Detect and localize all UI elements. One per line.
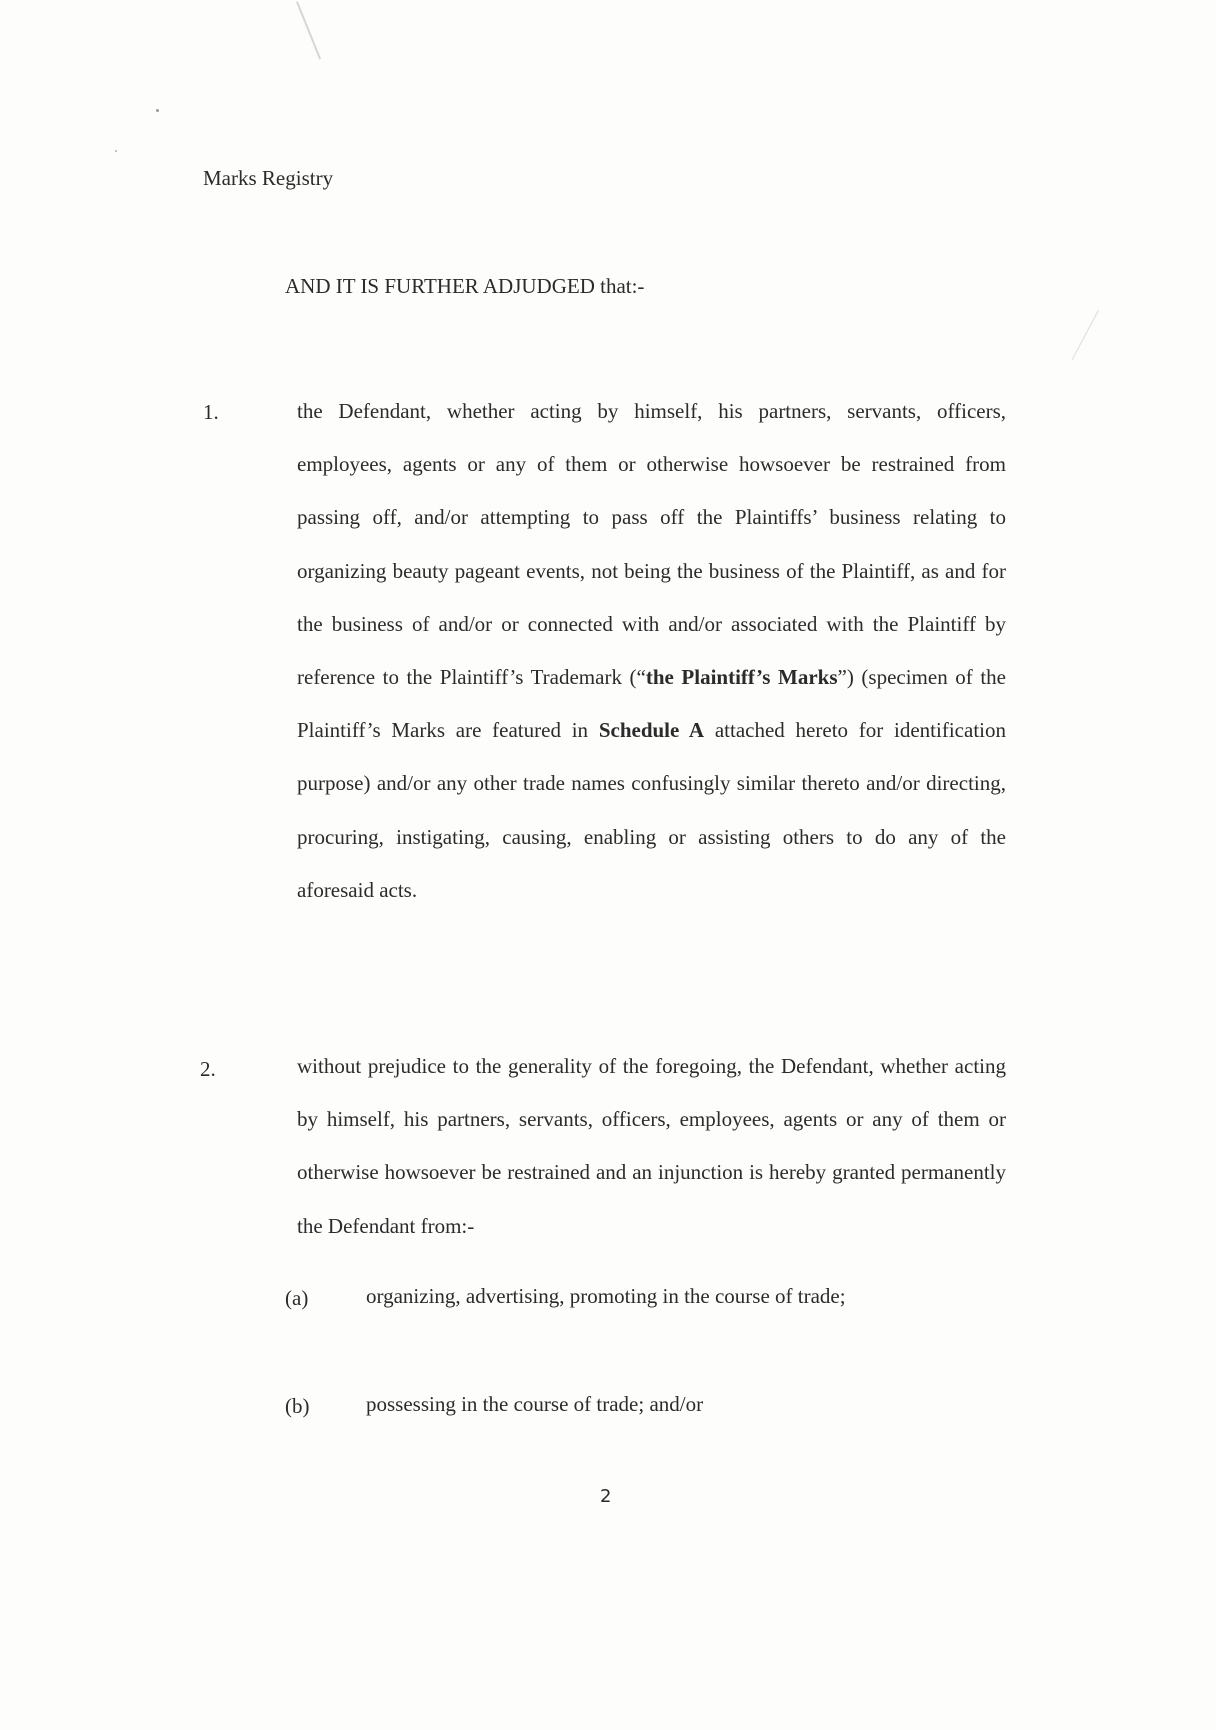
schedule-reference-bold: Schedule A bbox=[598, 718, 705, 743]
scan-artifact-dot bbox=[115, 150, 117, 152]
subitem-text: organizing, advertising, promoting in the course of trade; bbox=[366, 1284, 846, 1308]
clause-text-segment: ”) (specimen of the Plaintiff’s Marks are featured in bbox=[297, 665, 1006, 743]
clause-text bbox=[297, 385, 1006, 917]
clause-text-segment: attached hereto for identification purpose) and/or any other trade names confusingly similar thereto and/or directing, procuring, instigating, causing, enabling or assisting others to do any of the aforesaid acts. bbox=[297, 718, 1006, 902]
adjudged-intro: AND IT IS FURTHER ADJUDGED that:- bbox=[285, 274, 645, 298]
subitem-label: (b) bbox=[285, 1394, 310, 1418]
page-number: 2 bbox=[600, 1486, 612, 1507]
scan-artifact-line bbox=[1072, 310, 1099, 360]
subitem-label: (a) bbox=[285, 1286, 309, 1310]
scan-artifact-line bbox=[296, 1, 321, 59]
clause-number: 1. bbox=[203, 400, 219, 424]
clause-text bbox=[297, 1040, 1006, 1253]
subitem-text: possessing in the course of trade; and/or bbox=[366, 1392, 704, 1416]
clause-text-segment: without prejudice to the generality of the foregoing, the Defendant, whether acting by himself, his partners, servants, officers, employees, agents or any of them or otherwise howsoever be restrained and an injunction is hereby granted permanently the Defendant from:- bbox=[297, 1054, 1006, 1238]
defined-term-bold: the Plaintiff’s Marks bbox=[645, 665, 838, 690]
scan-artifact-dot bbox=[156, 109, 159, 112]
running-head: Marks Registry bbox=[203, 166, 334, 190]
clause-number: 2. bbox=[200, 1057, 216, 1081]
clause-text-segment: the Defendant, whether acting by himself, his partners, servants, officers, employees, agents or any of them or otherwise howsoever be restrained from passing off, and/or attempting to pass off the Plaintiffs’ business relating to organizing beauty pageant events, not being the business of the Plaintiff, as and for the business of and/or or connected with and/or associated with the Plaintiff by reference to the Plaintiff’s Trademark (“ bbox=[297, 399, 1006, 690]
